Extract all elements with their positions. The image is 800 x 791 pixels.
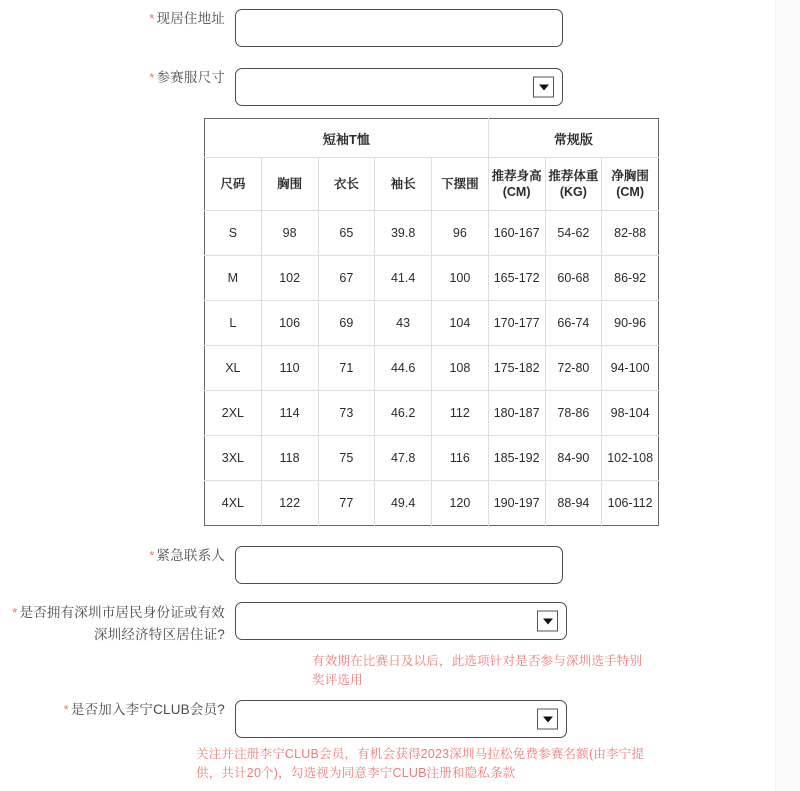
cell-net-chest: 90-96 bbox=[602, 301, 659, 346]
table-row bbox=[205, 301, 659, 346]
cell-height: 175-182 bbox=[488, 346, 545, 391]
size-chart-body bbox=[205, 211, 659, 526]
cell-chest: 102 bbox=[261, 256, 318, 301]
required-marker: * bbox=[149, 70, 155, 85]
group-header-fit: 常规版 bbox=[488, 119, 658, 158]
form-row-lining-club-member bbox=[0, 700, 567, 738]
cell-sleeve: 47.8 bbox=[375, 436, 432, 481]
cell-sleeve: 44.6 bbox=[375, 346, 432, 391]
chevron-down-icon[interactable] bbox=[533, 77, 554, 98]
cell-height: 160-167 bbox=[488, 211, 545, 256]
table-row bbox=[205, 481, 659, 526]
cell-hem: 104 bbox=[432, 301, 489, 346]
cell-chest: 114 bbox=[261, 391, 318, 436]
label-text: 是否拥有深圳市居民身份证或有效深圳经济特区居住证? bbox=[19, 605, 225, 642]
col-header-net-chest-l1: 净胸围 bbox=[611, 169, 649, 183]
cell-weight: 88-94 bbox=[545, 481, 602, 526]
col-header-weight-l2: (KG) bbox=[559, 185, 587, 199]
col-header-weight-l1: 推荐体重 bbox=[548, 169, 599, 183]
cell-length: 69 bbox=[318, 301, 375, 346]
col-header-sleeve-l1: 袖长 bbox=[390, 177, 416, 191]
group-header-shirt: 短袖T恤 bbox=[205, 119, 489, 158]
label-race-shirt-size bbox=[0, 68, 235, 88]
cell-size: 2XL bbox=[205, 391, 262, 436]
cell-hem: 108 bbox=[432, 346, 489, 391]
cell-weight: 54-62 bbox=[545, 211, 602, 256]
cell-length: 67 bbox=[318, 256, 375, 301]
label-current-address bbox=[0, 9, 235, 29]
col-header-chest bbox=[261, 158, 318, 211]
cell-height: 190-197 bbox=[488, 481, 545, 526]
cell-hem: 120 bbox=[432, 481, 489, 526]
cell-net-chest: 106-112 bbox=[602, 481, 659, 526]
col-header-sleeve bbox=[375, 158, 432, 211]
label-emergency-contact bbox=[0, 546, 235, 566]
emergency-contact-input[interactable] bbox=[235, 546, 563, 584]
cell-size: S bbox=[205, 211, 262, 256]
table-group-header-row bbox=[205, 119, 659, 158]
required-marker: * bbox=[63, 702, 69, 717]
required-marker: * bbox=[149, 548, 155, 563]
lining-club-member-select[interactable] bbox=[235, 700, 567, 738]
cell-length: 71 bbox=[318, 346, 375, 391]
cell-chest: 122 bbox=[261, 481, 318, 526]
cell-net-chest: 86-92 bbox=[602, 256, 659, 301]
table-row bbox=[205, 436, 659, 481]
cell-length: 73 bbox=[318, 391, 375, 436]
current-address-value bbox=[236, 10, 562, 28]
label-lining-club-member bbox=[0, 700, 235, 720]
required-marker: * bbox=[12, 605, 18, 620]
col-header-net-chest-l2: (CM) bbox=[616, 185, 644, 199]
cell-size: L bbox=[205, 301, 262, 346]
cell-sleeve: 43 bbox=[375, 301, 432, 346]
col-header-length bbox=[318, 158, 375, 211]
shenzhen-residency-value bbox=[236, 603, 566, 621]
current-address-input[interactable] bbox=[235, 9, 563, 47]
table-row bbox=[205, 211, 659, 256]
chevron-down-icon[interactable] bbox=[537, 611, 558, 632]
table-row bbox=[205, 256, 659, 301]
table-header-row bbox=[205, 158, 659, 211]
cell-sleeve: 39.8 bbox=[375, 211, 432, 256]
col-header-hem bbox=[432, 158, 489, 211]
cell-hem: 116 bbox=[432, 436, 489, 481]
cell-net-chest: 82-88 bbox=[602, 211, 659, 256]
cell-length: 65 bbox=[318, 211, 375, 256]
form-row-race-shirt-size bbox=[0, 68, 563, 106]
col-header-height-l1: 推荐身高 bbox=[491, 169, 542, 183]
cell-net-chest: 102-108 bbox=[602, 436, 659, 481]
cell-hem: 96 bbox=[432, 211, 489, 256]
race-shirt-size-select[interactable] bbox=[235, 68, 563, 106]
cell-height: 170-177 bbox=[488, 301, 545, 346]
cell-sleeve: 49.4 bbox=[375, 481, 432, 526]
cell-chest: 110 bbox=[261, 346, 318, 391]
cell-chest: 98 bbox=[261, 211, 318, 256]
cell-hem: 100 bbox=[432, 256, 489, 301]
form-row-emergency-contact bbox=[0, 546, 563, 584]
cell-weight: 72-80 bbox=[545, 346, 602, 391]
cell-length: 75 bbox=[318, 436, 375, 481]
cell-weight: 78-86 bbox=[545, 391, 602, 436]
cell-size: M bbox=[205, 256, 262, 301]
label-shenzhen-residency bbox=[0, 602, 235, 646]
chevron-down-icon[interactable] bbox=[537, 709, 558, 730]
form-row-shenzhen-residency bbox=[0, 602, 567, 646]
page-right-edge bbox=[775, 0, 800, 791]
size-chart-table bbox=[204, 118, 659, 526]
cell-length: 77 bbox=[318, 481, 375, 526]
hint-shenzhen-residency: 有效期在比赛日及以后，此选项针对是否参与深圳选手特别奖评选用 bbox=[312, 654, 643, 687]
col-header-size bbox=[205, 158, 262, 211]
col-header-height bbox=[488, 158, 545, 211]
cell-sleeve: 46.2 bbox=[375, 391, 432, 436]
cell-height: 185-192 bbox=[488, 436, 545, 481]
col-header-length-l1: 衣长 bbox=[333, 177, 359, 191]
col-header-height-l2: (CM) bbox=[502, 185, 531, 199]
lining-club-member-value bbox=[236, 701, 566, 719]
cell-chest: 118 bbox=[261, 436, 318, 481]
cell-height: 180-187 bbox=[488, 391, 545, 436]
col-header-chest-l1: 胸围 bbox=[277, 177, 303, 191]
cell-size: 4XL bbox=[205, 481, 262, 526]
col-header-net-chest bbox=[602, 158, 659, 211]
shenzhen-residency-select[interactable] bbox=[235, 602, 567, 640]
size-chart bbox=[204, 118, 659, 526]
cell-net-chest: 94-100 bbox=[602, 346, 659, 391]
cell-size: 3XL bbox=[205, 436, 262, 481]
label-text: 是否加入李宁CLUB会员? bbox=[70, 702, 225, 717]
cell-height: 165-172 bbox=[488, 256, 545, 301]
cell-weight: 60-68 bbox=[545, 256, 602, 301]
form-row-current-address bbox=[0, 9, 563, 47]
cell-chest: 106 bbox=[261, 301, 318, 346]
race-shirt-size-value bbox=[236, 69, 562, 87]
label-text: 紧急联系人 bbox=[156, 548, 225, 563]
cell-size: XL bbox=[205, 346, 262, 391]
cell-sleeve: 41.4 bbox=[375, 256, 432, 301]
required-marker: * bbox=[149, 11, 155, 26]
table-row bbox=[205, 346, 659, 391]
table-row bbox=[205, 391, 659, 436]
cell-weight: 66-74 bbox=[545, 301, 602, 346]
cell-net-chest: 98-104 bbox=[602, 391, 659, 436]
label-text: 现居住地址 bbox=[156, 11, 225, 26]
col-header-weight bbox=[545, 158, 602, 211]
cell-hem: 112 bbox=[432, 391, 489, 436]
emergency-contact-value bbox=[236, 547, 562, 565]
label-text: 参赛服尺寸 bbox=[156, 70, 225, 85]
hint-lining-club-member: 关注并注册李宁CLUB会员，有机会获得2023深圳马拉松免费参赛名额(由李宁提供，共计20个)，勾选视为同意李宁CLUB注册和隐私条款 bbox=[196, 747, 645, 780]
col-header-hem-l1: 下摆围 bbox=[441, 177, 479, 191]
cell-weight: 84-90 bbox=[545, 436, 602, 481]
col-header-size-l1: 尺码 bbox=[220, 177, 246, 191]
